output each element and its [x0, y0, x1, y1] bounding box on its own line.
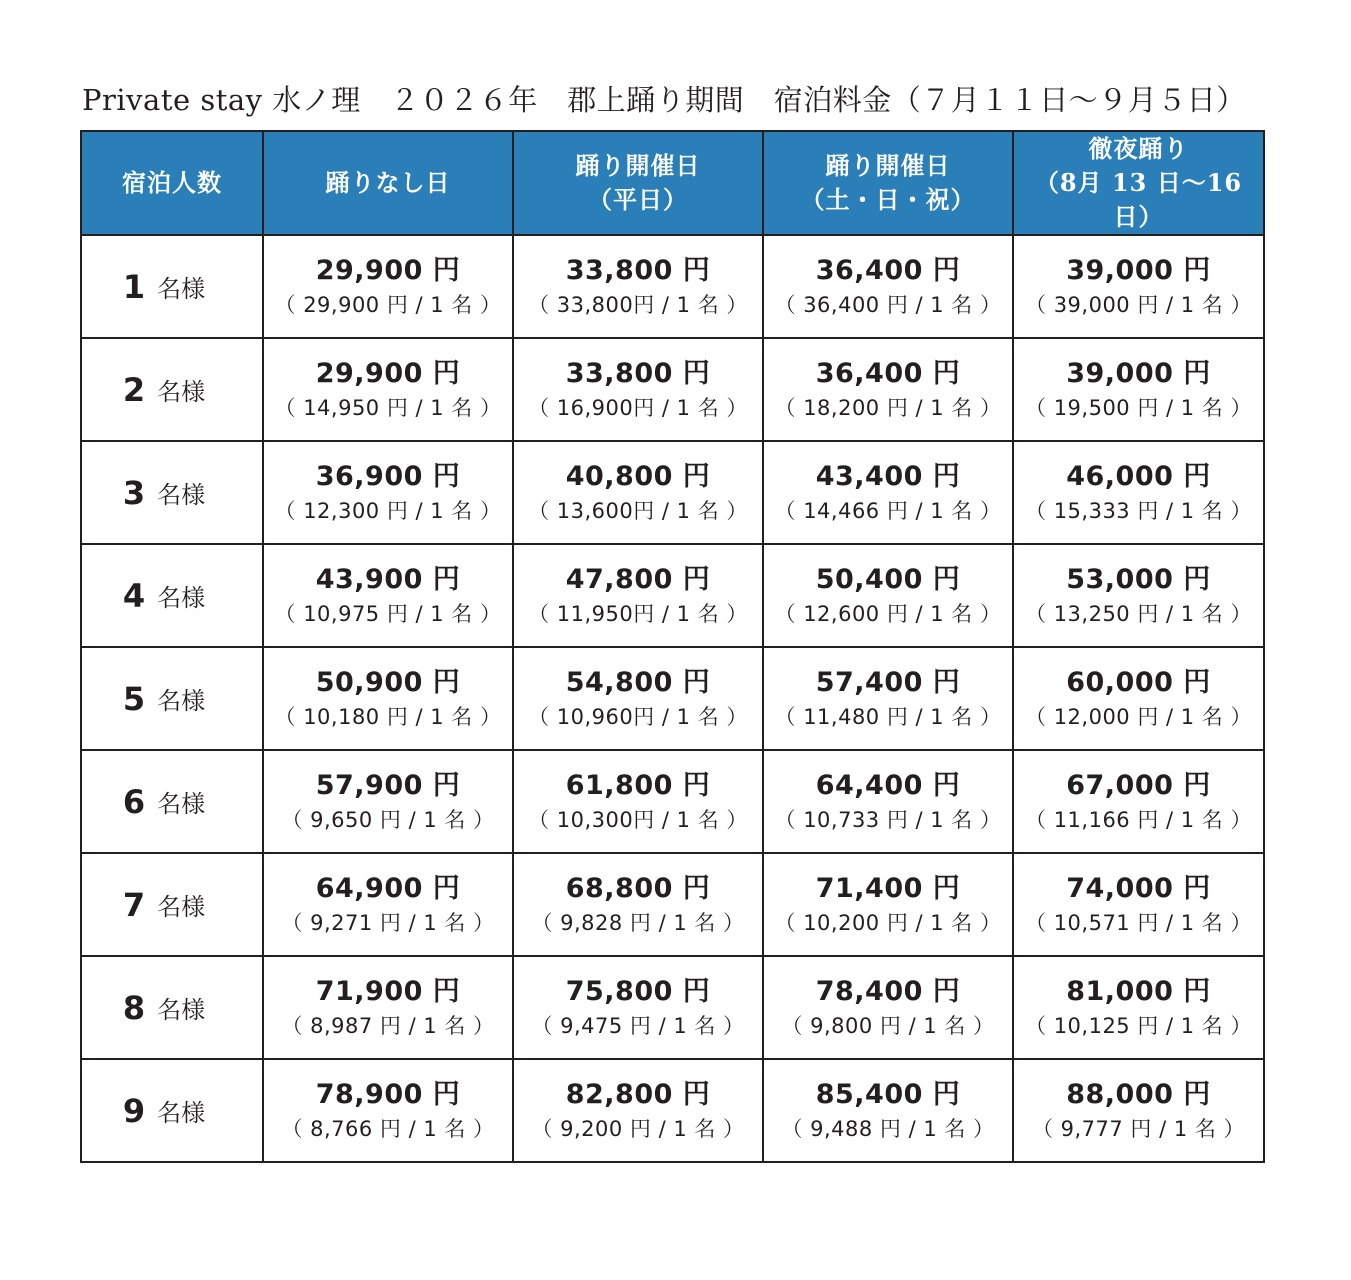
guest-number: 4 [122, 576, 146, 615]
header-label: 徹夜踊り [1088, 134, 1189, 163]
guest-count [74, 886, 254, 924]
per-person-price: （ 8,766 円 / 1 名 ） [281, 1116, 495, 1141]
price-cell-dance-weekday [513, 647, 763, 750]
guest-number: 7 [122, 885, 146, 924]
total-price: 50,400 円 [815, 563, 961, 595]
total-price: 74,000 円 [1066, 872, 1211, 904]
per-person-price: （ 9,777 円 / 1 名 ） [1031, 1116, 1246, 1141]
per-person-price: （ 9,828 円 / 1 名 ） [531, 910, 745, 935]
per-person-price: （ 9,488 円 / 1 名 ） [781, 1116, 995, 1141]
per-person-price: （ 13,600円 / 1 名 ） [528, 498, 748, 523]
per-person-price: （ 10,200 円 / 1 名 ） [774, 910, 1002, 935]
price-cell-dance-weekday [513, 956, 763, 1059]
header-label: 踊り開催日 [825, 151, 951, 180]
total-price: 81,000 円 [1066, 975, 1211, 1007]
per-person-price: （ 10,571 円 / 1 名 ） [1025, 910, 1252, 935]
total-price: 61,800 円 [565, 769, 711, 801]
total-price: 64,900 円 [315, 872, 461, 904]
price-cell-all-night-dance [1013, 1059, 1264, 1162]
table-row [81, 1059, 1264, 1162]
price-cell-dance-weekend [763, 750, 1013, 853]
guest-suffix: 名様 [157, 687, 206, 715]
guest-count [74, 1092, 254, 1130]
total-price: 82,800 円 [565, 1078, 711, 1110]
price-cell-no-dance-day [263, 956, 513, 1059]
guest-suffix: 名様 [157, 584, 206, 612]
per-person-price: （ 10,300円 / 1 名 ） [528, 807, 748, 832]
total-price: 29,900 円 [315, 254, 461, 286]
guest-count [74, 474, 254, 512]
per-person-price: （ 14,950 円 / 1 名 ） [274, 395, 502, 420]
total-price: 75,800 円 [565, 975, 711, 1007]
total-price: 47,800 円 [565, 563, 711, 595]
price-cell-all-night-dance [1013, 441, 1264, 544]
total-price: 60,000 円 [1066, 666, 1211, 698]
table-row [81, 956, 1264, 1059]
table-row [81, 647, 1264, 750]
per-person-price: （ 12,600 円 / 1 名 ） [774, 601, 1002, 626]
price-cell-no-dance-day [263, 647, 513, 750]
price-cell-dance-weekday [513, 235, 763, 338]
per-person-price: （ 9,475 円 / 1 名 ） [531, 1013, 745, 1038]
per-person-price: （ 10,125 円 / 1 名 ） [1025, 1013, 1252, 1038]
per-person-price: （ 14,466 円 / 1 名 ） [774, 498, 1002, 523]
guest-count-cell [81, 235, 263, 338]
price-cell-dance-weekday [513, 1059, 763, 1162]
total-price: 39,000 円 [1066, 254, 1211, 286]
per-person-price: （ 10,180 円 / 1 名 ） [274, 704, 502, 729]
total-price: 71,900 円 [315, 975, 461, 1007]
total-price: 78,400 円 [815, 975, 961, 1007]
price-cell-dance-weekday [513, 338, 763, 441]
guest-count-cell [81, 441, 263, 544]
total-price: 68,800 円 [565, 872, 711, 904]
total-price: 78,900 円 [315, 1078, 461, 1110]
price-cell-dance-weekend [763, 853, 1013, 956]
guest-number: 5 [122, 679, 146, 718]
guest-suffix: 名様 [157, 893, 206, 921]
guest-suffix: 名様 [157, 996, 206, 1024]
per-person-price: （ 10,975 円 / 1 名 ） [274, 601, 502, 626]
price-cell-dance-weekend [763, 441, 1013, 544]
price-cell-no-dance-day [263, 338, 513, 441]
guest-count-cell [81, 853, 263, 956]
price-cell-dance-weekend [763, 956, 1013, 1059]
guest-number: 2 [122, 370, 146, 409]
price-cell-no-dance-day [263, 235, 513, 338]
guest-count [74, 268, 254, 306]
per-person-price: （ 29,900 円 / 1 名 ） [274, 292, 502, 317]
per-person-price: （ 8,987 円 / 1 名 ） [281, 1013, 495, 1038]
price-cell-all-night-dance [1013, 235, 1264, 338]
per-person-price: （ 12,000 円 / 1 名 ） [1025, 704, 1252, 729]
total-price: 39,000 円 [1066, 357, 1211, 389]
per-person-price: （ 16,900円 / 1 名 ） [528, 395, 748, 420]
guest-number: 1 [122, 267, 146, 306]
table-row [81, 441, 1264, 544]
total-price: 43,900 円 [315, 563, 461, 595]
price-cell-dance-weekday [513, 544, 763, 647]
total-price: 53,000 円 [1066, 563, 1211, 595]
per-person-price: （ 10,733 円 / 1 名 ） [774, 807, 1002, 832]
price-cell-no-dance-day [263, 750, 513, 853]
total-price: 46,000 円 [1066, 460, 1211, 492]
per-person-price: （ 9,200 円 / 1 名 ） [531, 1116, 745, 1141]
total-price: 29,900 円 [315, 357, 461, 389]
total-price: 36,400 円 [815, 254, 961, 286]
header-no-dance-day [263, 131, 513, 235]
guest-count [74, 577, 254, 615]
price-cell-dance-weekend [763, 338, 1013, 441]
header-sublabel: （8月 13 日～16 日） [1034, 168, 1243, 231]
total-price: 54,800 円 [565, 666, 711, 698]
total-price: 50,900 円 [315, 666, 461, 698]
guest-count-cell [81, 956, 263, 1059]
header-label: 踊り開催日 [575, 151, 701, 180]
per-person-price: （ 9,271 円 / 1 名 ） [281, 910, 495, 935]
per-person-price: （ 39,000 円 / 1 名 ） [1025, 292, 1252, 317]
header-label: 踊りなし日 [325, 168, 451, 197]
total-price: 71,400 円 [815, 872, 961, 904]
header-sublabel: （土・日・祝） [800, 185, 976, 214]
guest-number: 8 [122, 988, 146, 1027]
per-person-price: （ 19,500 円 / 1 名 ） [1025, 395, 1252, 420]
per-person-price: （ 33,800円 / 1 名 ） [528, 292, 748, 317]
per-person-price: （ 11,480 円 / 1 名 ） [774, 704, 1002, 729]
header-dance-weekday [513, 131, 763, 235]
guest-suffix: 名様 [157, 378, 206, 406]
guest-count-cell [81, 647, 263, 750]
guest-count-cell [81, 1059, 263, 1162]
total-price: 33,800 円 [565, 357, 711, 389]
per-person-price: （ 11,950円 / 1 名 ） [528, 601, 748, 626]
guest-number: 6 [122, 782, 146, 821]
header-row [81, 131, 1264, 235]
table-row [81, 750, 1264, 853]
guest-number: 9 [122, 1091, 146, 1130]
total-price: 64,400 円 [815, 769, 961, 801]
total-price: 36,400 円 [815, 357, 961, 389]
table-row [81, 544, 1264, 647]
header-all-night-dance [1013, 131, 1264, 235]
guest-count-cell [81, 750, 263, 853]
guest-count [74, 371, 254, 409]
header-dance-weekend [763, 131, 1013, 235]
price-cell-all-night-dance [1013, 853, 1264, 956]
total-price: 85,400 円 [815, 1078, 961, 1110]
price-cell-all-night-dance [1013, 338, 1264, 441]
total-price: 36,900 円 [315, 460, 461, 492]
total-price: 57,900 円 [315, 769, 461, 801]
guest-count-cell [81, 544, 263, 647]
rate-table [80, 130, 1265, 1163]
price-cell-no-dance-day [263, 853, 513, 956]
page-title: Private stay 水ノ理 ２０２６年 郡上踊り期間 宿泊料金（７月１１日～９月５日） [82, 83, 1246, 117]
guest-suffix: 名様 [157, 790, 206, 818]
total-price: 40,800 円 [565, 460, 711, 492]
price-cell-dance-weekday [513, 441, 763, 544]
price-cell-dance-weekday [513, 750, 763, 853]
price-cell-dance-weekend [763, 544, 1013, 647]
total-price: 43,400 円 [815, 460, 961, 492]
price-cell-no-dance-day [263, 544, 513, 647]
per-person-price: （ 9,800 円 / 1 名 ） [781, 1013, 995, 1038]
per-person-price: （ 9,650 円 / 1 名 ） [281, 807, 495, 832]
guest-count-cell [81, 338, 263, 441]
per-person-price: （ 36,400 円 / 1 名 ） [774, 292, 1002, 317]
header-sublabel: （平日） [588, 185, 688, 214]
per-person-price: （ 18,200 円 / 1 名 ） [774, 395, 1002, 420]
price-cell-dance-weekend [763, 647, 1013, 750]
per-person-price: （ 12,300 円 / 1 名 ） [274, 498, 502, 523]
price-cell-no-dance-day [263, 1059, 513, 1162]
rate-table-body [81, 235, 1264, 1162]
table-row [81, 235, 1264, 338]
total-price: 57,400 円 [815, 666, 961, 698]
header-guests [81, 131, 263, 235]
per-person-price: （ 10,960円 / 1 名 ） [528, 704, 748, 729]
guest-count [74, 783, 254, 821]
guest-suffix: 名様 [157, 481, 206, 509]
per-person-price: （ 15,333 円 / 1 名 ） [1025, 498, 1252, 523]
header-label: 宿泊人数 [122, 168, 222, 197]
total-price: 33,800 円 [565, 254, 711, 286]
per-person-price: （ 13,250 円 / 1 名 ） [1025, 601, 1252, 626]
guest-suffix: 名様 [157, 275, 206, 303]
table-row [81, 853, 1264, 956]
price-cell-all-night-dance [1013, 750, 1264, 853]
price-cell-all-night-dance [1013, 956, 1264, 1059]
guest-count [74, 989, 254, 1027]
per-person-price: （ 11,166 円 / 1 名 ） [1025, 807, 1252, 832]
price-cell-all-night-dance [1013, 647, 1264, 750]
total-price: 88,000 円 [1066, 1078, 1211, 1110]
price-cell-dance-weekend [763, 235, 1013, 338]
price-cell-all-night-dance [1013, 544, 1264, 647]
table-row [81, 338, 1264, 441]
total-price: 67,000 円 [1066, 769, 1211, 801]
guest-count [74, 680, 254, 718]
price-cell-dance-weekday [513, 853, 763, 956]
price-cell-no-dance-day [263, 441, 513, 544]
guest-number: 3 [122, 473, 146, 512]
price-cell-dance-weekend [763, 1059, 1013, 1162]
guest-suffix: 名様 [157, 1099, 206, 1127]
